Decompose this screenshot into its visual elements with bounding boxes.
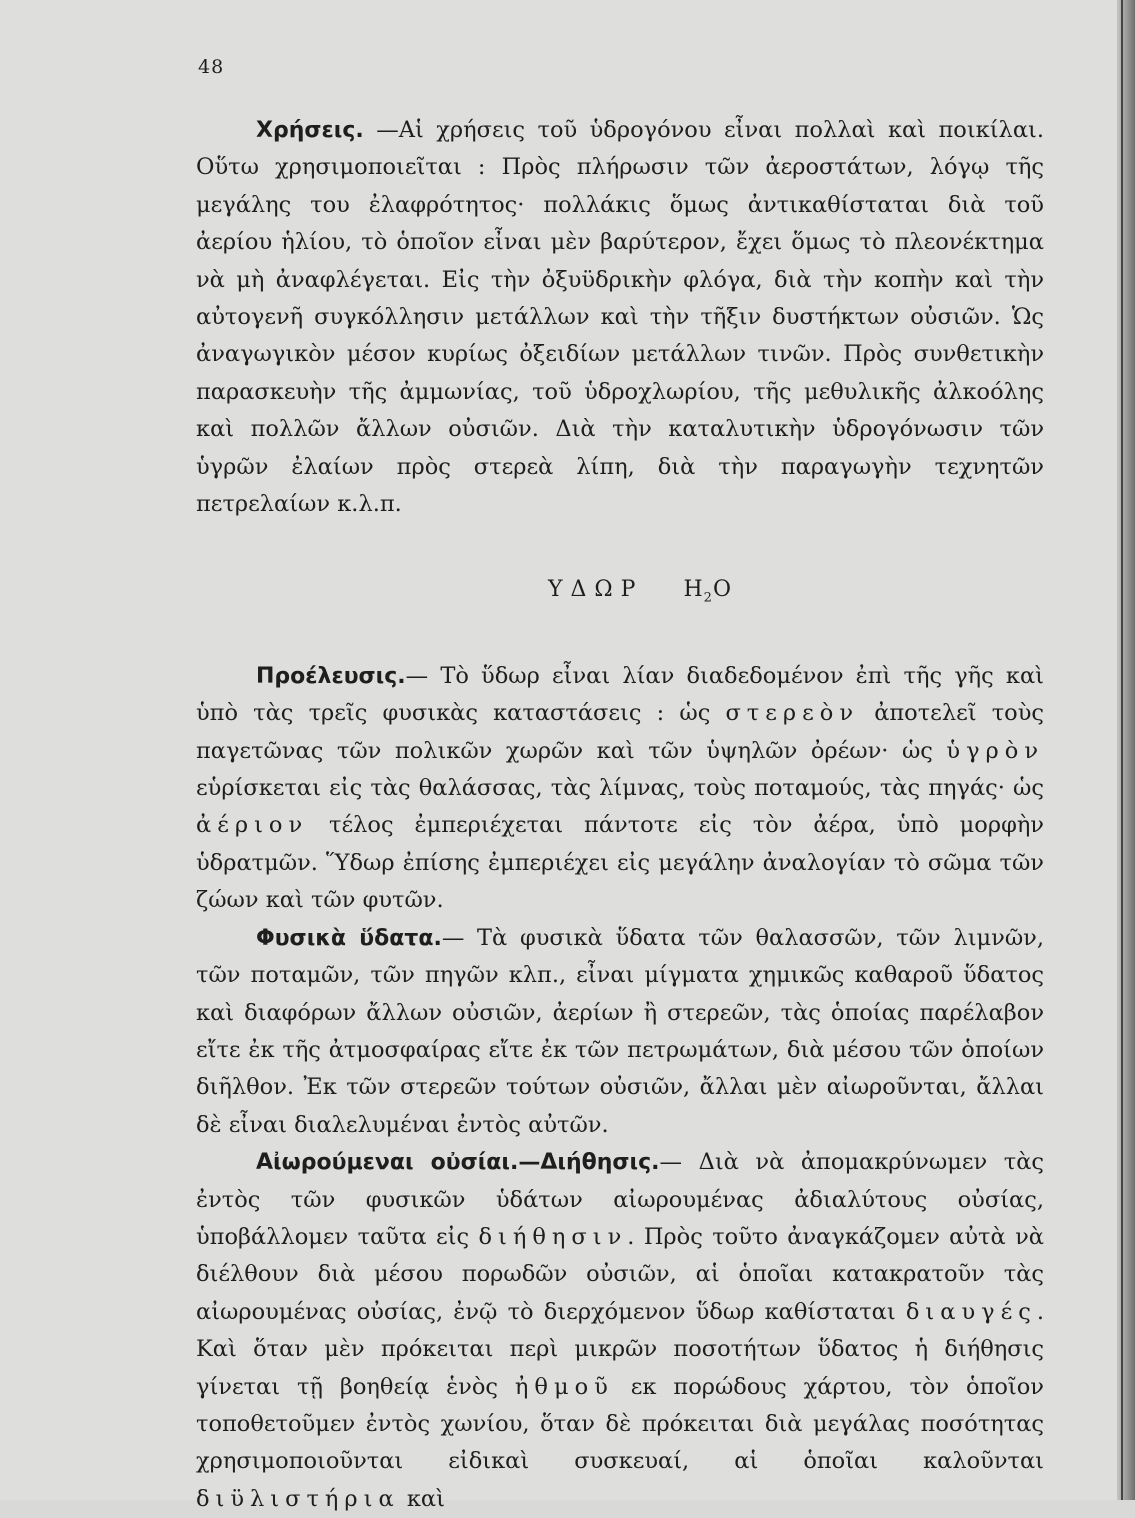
formula-o: O (712, 577, 732, 603)
origin-text-1: — Τὸ ὕδωρ εἶναι λίαν διαδεδομένον ἐπὶ τῆς γῆς καὶ ὑπὸ τὰς τρεῖς φυσικὰς καταστάσεις : ὡς (196, 662, 1044, 727)
natural-waters-text: — Τὰ φυσικὰ ὕδατα τῶν θαλασσῶν, τῶν λιμνῶν, τῶν ποταμῶν, τῶν πηγῶν κλπ., εἶναι μίγματα χημικῶς καθαροῦ ὕδατος καὶ διαφόρων ἄλλων οὐσιῶν, ἀερίων ἢ στερεῶν, τὰς ὁποίας παρέλαβον εἴτε ἐκ τῆς ἀτμοσφαίρας εἴτε ἐκ τῶν πετρωμάτων, διὰ μέσου τῶν ὁποίων διῆλθον. Ἐκ τῶν στερεῶν τούτων οὐσιῶν, ἄλλαι μὲν αἰωροῦνται, ἄλλαι δὲ εἶναι διαλελυμέναι ἐντὸς αὐτῶν. (196, 924, 1045, 1138)
origin-spaced-solid: στερεὸν (725, 700, 860, 727)
origin-text-4: τέλος ἐμπεριέχεται πάντοτε εἰς τὸν ἀέρα, ὑπὸ μορφὴν ὑδρατμῶν. Ὕδωρ ἐπίσης ἐμπεριέχει εἰς μεγάλην ἀναλογίαν τὸ σῶμα τῶν ζώων καὶ τῶν φυτῶν. (196, 812, 1044, 914)
page-number: 48 (198, 56, 225, 78)
filtration-spaced-2: διαυγές (905, 1298, 1037, 1325)
section-heading-water (196, 575, 1044, 613)
filtration-text-1: — Διὰ νὰ ἀπομακρύνωμεν τὰς ἐντὸς τῶν φυσικῶν ὑδάτων αἰωρουμένας ἀδιαλύτους οὐσίας, ὑποβάλλομεν ταῦτα εἰς (196, 1149, 1044, 1250)
term-filtration: Αἰωρούμεναι οὐσίαι.—Διήθησις. (256, 1150, 660, 1176)
origin-text-2: ἀποτελεῖ τοὺς παγετῶνας τῶν πολικῶν χωρῶν καὶ τῶν ὑψηλῶν ὀρέων· ὡς (196, 700, 1044, 764)
heading-formula (683, 577, 732, 606)
origin-spaced-gas: ἀέριον (196, 812, 309, 839)
origin-text-3: εὑρίσκεται εἰς τὰς θαλάσσας, τὰς λίμνας, τοὺς ποταμούς, τὰς πηγάς· ὡς (196, 775, 1044, 802)
filtration-spaced-3: ἠθμοῦ (514, 1373, 614, 1400)
term-origin: Προέλευσις. (256, 663, 406, 689)
filtration-text-2: . Πρὸς τοῦτο ἀναγκάζομεν αὐτὰ νὰ διέλθουν διὰ μέσου πορωδῶν οὐσιῶν, αἱ ὁποῖαι κατακρατοῦν τὰς αἰωρουμένας οὐσίας, ἐνῷ τὸ διερχόμενον ὕδωρ καθίσταται (196, 1223, 1044, 1325)
paragraph-filtration (196, 1144, 1044, 1518)
filtration-spaced-4: διϋλιστήρια (196, 1485, 400, 1512)
term-natural-waters: Φυσικὰ ὕδατα. (256, 925, 442, 951)
book-binding-edge (1117, 0, 1135, 1500)
formula-h: H (683, 577, 704, 603)
term-uses: Χρήσεις. (256, 118, 364, 143)
paragraph-uses-text: —Αἱ χρήσεις τοῦ ὑδρογόνου εἶναι πολλαὶ καὶ ποικίλαι. Οὕτω χρησιμοποιεῖται : Πρὸς πλήρωσιν τῶν ἀεροστάτων, λόγῳ τῆς μεγάλης του ἐλαφρότητος· πολλάκις ὅμως ἀντικαθίσταται διὰ τοῦ ἀερίου ἡλίου, τὸ ὁποῖον εἶναι μὲν βαρύτερον, ἔχει ὅμως τὸ πλεονέκτημα νὰ μὴ ἀναφλέγεται. Εἰς τὴν ὀξυϋδρικὴν φλόγα, διὰ τὴν κοπὴν καὶ τὴν αὐτογενῆ συγκόλλησιν μετάλλων καὶ τὴν τῆξιν δυστήκτων οὐσιῶν. Ὡς ἀναγωγικὸν μέσον κυρίως ὀξειδίων μετάλλων τινῶν. Πρὸς συνθετικὴν παρασκευὴν τῆς ἀμμωνίας, τοῦ ὑδροχλωρίου, τῆς μεθυλικῆς ἀλκοόλης καὶ πολλῶν ἄλλων οὐσιῶν. Διὰ τὴν καταλυτικὴν ὑδρογόνωσιν τῶν ὑγρῶν ἐλαίων πρὸς στερεὰ λίπη, διὰ τὴν παραγωγὴν τεχνητῶν πετρελαίων κ.λ.π. (196, 117, 1044, 518)
paragraph-uses (196, 112, 1044, 523)
paragraph-origin (196, 658, 1044, 920)
heading-word: ΥΔΩΡ (548, 577, 644, 603)
formula-subscript: 2 (703, 590, 713, 606)
filtration-text-5: καὶ (399, 1485, 445, 1512)
origin-spaced-liquid: ὑγρὸν (946, 737, 1044, 764)
binding-line (1121, 0, 1123, 1500)
filtration-text-3: . Καὶ ὅταν μὲν πρόκειται περὶ μικρῶν ποσοτήτων ὕδατος ἡ διήθησις γίνεται τῇ βοηθείᾳ ἑνὸς (196, 1298, 1044, 1400)
filtration-spaced-1: διήθησιν (478, 1223, 628, 1250)
page-content (196, 112, 1044, 1518)
paragraph-natural-waters (196, 920, 1044, 1144)
filtration-text-4: εκ πορώδους χάρτου, τὸν ὁποῖον τοποθετοῦμεν ἐντὸς χωνίου, ὅταν δὲ πρόκειται διὰ μεγάλας ποσότητας χρησιμοποιοῦνται εἰδικαὶ συσκευαί, αἱ ὁποῖαι καλοῦνται (196, 1373, 1044, 1475)
